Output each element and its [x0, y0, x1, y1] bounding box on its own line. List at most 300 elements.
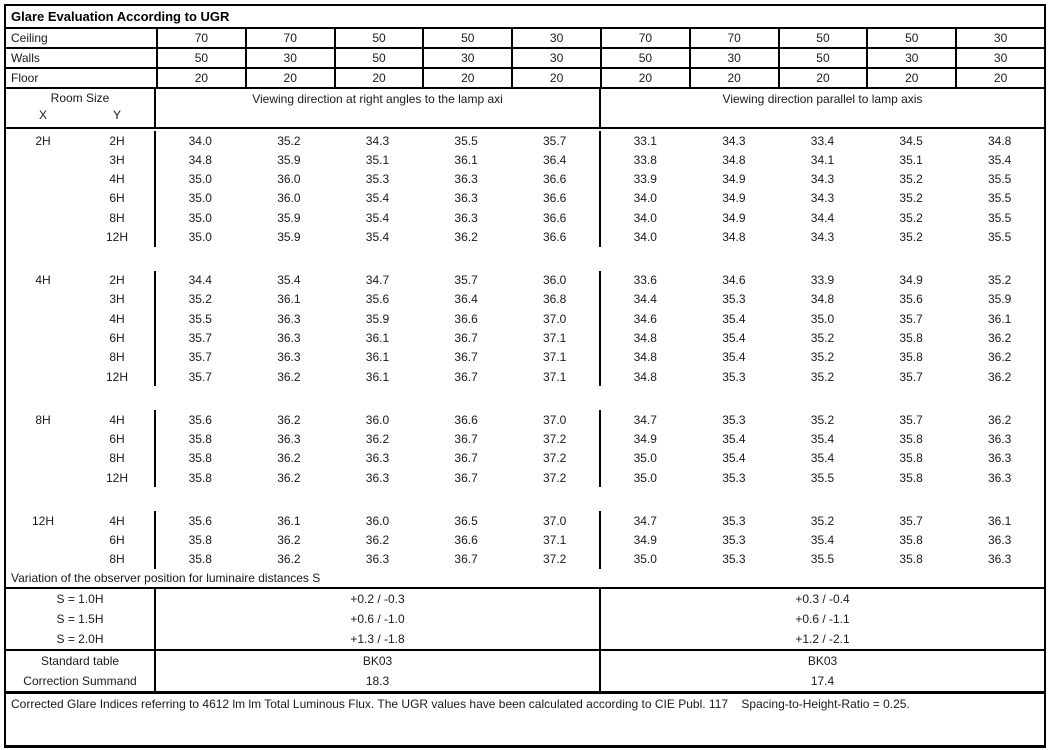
ugr-values-right	[599, 348, 1044, 367]
ugr-value: 36.1	[365, 369, 390, 384]
ugr-value: 35.7	[188, 350, 212, 365]
ugr-value: 37.0	[542, 311, 567, 326]
room-size-y: 4H	[109, 172, 125, 187]
ugr-value: 36.3	[987, 552, 1012, 567]
ugr-value: 35.7	[899, 513, 923, 528]
ugr-values-right	[599, 468, 1044, 487]
summary-right-value: 17.4	[599, 671, 1044, 691]
footer-text: Corrected Glare Indices referring to 4612 lm lm Total Luminous Flux. The UGR values have been calculated according to CIE Publ. 117 Spacing-to-Height-Ratio = 0.25.	[11, 697, 910, 711]
ugr-values-left	[156, 309, 599, 328]
ugr-value: 36.2	[277, 533, 301, 548]
ugr-value: 36.6	[542, 172, 567, 187]
ugr-values-left	[156, 290, 599, 309]
ugr-value: 34.1	[810, 152, 835, 167]
ugr-value: 36.6	[542, 191, 567, 206]
reflectance-value: 70	[600, 29, 689, 47]
ugr-value: 36.6	[454, 412, 478, 427]
ugr-value: 36.4	[454, 292, 478, 307]
ugr-value: 34.4	[810, 210, 835, 225]
summary-row	[6, 671, 1044, 691]
ugr-value: 36.7	[454, 369, 478, 384]
reflectance-value: 50	[334, 29, 423, 47]
ugr-value: 36.3	[454, 191, 478, 206]
ugr-value: 35.1	[899, 152, 923, 167]
ugr-value: 34.8	[633, 350, 657, 365]
ugr-data-row	[6, 348, 1044, 367]
ugr-value: 36.3	[277, 311, 301, 326]
variation-left-value: +1.3 / -1.8	[350, 632, 405, 646]
ugr-table	[4, 4, 1046, 693]
ugr-value: 37.1	[542, 330, 567, 345]
reflectance-value: 20	[156, 69, 245, 87]
variation-rows	[6, 589, 1044, 651]
room-size-labels	[6, 271, 156, 290]
ugr-value: 35.4	[722, 311, 746, 326]
ugr-value: 35.8	[188, 432, 212, 447]
reflectance-value: 50	[778, 49, 867, 67]
ugr-value: 35.7	[542, 133, 567, 148]
room-size-labels	[6, 227, 156, 246]
ugr-value: 35.4	[987, 152, 1012, 167]
ugr-data-row	[6, 410, 1044, 429]
room-size-y: 3H	[109, 292, 125, 307]
ugr-values-right	[599, 150, 1044, 169]
ugr-value: 36.0	[542, 273, 567, 288]
ugr-values-left	[156, 131, 599, 150]
ugr-value: 36.2	[365, 432, 390, 447]
ugr-data-row	[6, 367, 1044, 386]
ugr-values-right	[599, 550, 1044, 569]
reflectance-value: 50	[866, 29, 955, 47]
reflectance-value: 20	[334, 69, 423, 87]
ugr-value: 37.2	[542, 552, 567, 567]
ugr-data-row	[6, 271, 1044, 290]
ugr-value: 36.1	[365, 330, 390, 345]
ugr-data-row	[6, 449, 1044, 468]
ugr-value: 36.3	[987, 432, 1012, 447]
ugr-value: 36.6	[542, 229, 567, 244]
ugr-value: 34.7	[365, 273, 390, 288]
ugr-value: 35.4	[810, 533, 835, 548]
ugr-value: 34.8	[987, 133, 1012, 148]
ugr-value: 35.4	[722, 432, 746, 447]
ugr-value: 34.9	[899, 273, 923, 288]
ugr-value: 36.1	[277, 292, 301, 307]
ugr-value: 35.3	[722, 412, 746, 427]
ugr-value: 36.6	[542, 210, 567, 225]
room-size-x: 8H	[35, 412, 51, 427]
x-column-header: X	[38, 108, 47, 122]
variation-right-value: +0.6 / -1.1	[599, 609, 1044, 629]
ugr-values-left	[156, 550, 599, 569]
ugr-value: 35.4	[365, 210, 390, 225]
ugr-values-left	[156, 367, 599, 386]
ugr-value: 34.5	[899, 133, 923, 148]
ugr-value: 35.1	[365, 152, 390, 167]
xy-header-row	[6, 105, 154, 122]
reflectance-row	[6, 29, 1044, 49]
room-size-y: 6H	[109, 330, 125, 345]
ugr-data-row	[6, 131, 1044, 150]
ugr-value: 35.3	[365, 172, 390, 187]
ugr-value: 36.6	[454, 533, 478, 548]
reflectance-value: 50	[778, 29, 867, 47]
ugr-values-left	[156, 511, 599, 530]
ugr-value: 35.8	[188, 470, 212, 485]
ugr-value: 36.2	[365, 533, 390, 548]
ugr-value: 35.4	[277, 273, 301, 288]
ugr-value: 36.1	[987, 513, 1012, 528]
variation-left-value: +0.2 / -0.3	[350, 592, 405, 606]
ugr-data-row	[6, 468, 1044, 487]
variation-row-label: S = 1.5H	[6, 609, 156, 629]
ugr-values-right	[599, 429, 1044, 448]
room-size-y: 8H	[109, 350, 125, 365]
reflectance-value: 50	[600, 49, 689, 67]
ugr-value: 36.3	[987, 533, 1012, 548]
variation-right-value: +1.2 / -2.1	[599, 629, 1044, 649]
room-size-y: 12H	[105, 470, 128, 485]
ugr-value: 35.6	[188, 513, 212, 528]
ugr-data-row	[6, 290, 1044, 309]
ugr-value: 36.1	[365, 350, 390, 365]
reflectance-value: 20	[866, 69, 955, 87]
ugr-value: 36.3	[365, 470, 390, 485]
ugr-value: 35.3	[722, 470, 746, 485]
ugr-value: 36.6	[454, 311, 478, 326]
ugr-value: 34.3	[365, 133, 390, 148]
ugr-value: 35.2	[810, 412, 835, 427]
ugr-value: 35.0	[188, 172, 212, 187]
room-size-y: 6H	[109, 191, 125, 206]
ugr-value: 36.7	[454, 451, 478, 466]
ugr-value: 36.2	[277, 552, 301, 567]
ugr-value: 35.0	[188, 210, 212, 225]
ugr-value: 36.3	[277, 350, 301, 365]
room-size-labels	[6, 208, 156, 227]
variation-row-label: S = 2.0H	[6, 629, 156, 649]
block-spacer	[6, 386, 1044, 410]
ugr-values-left	[156, 208, 599, 227]
ugr-value: 35.0	[188, 229, 212, 244]
ugr-value: 33.1	[633, 133, 657, 148]
ugr-value: 37.1	[542, 350, 567, 365]
ugr-value: 35.9	[365, 311, 390, 326]
room-size-y: 4H	[109, 513, 125, 528]
ugr-values-left	[156, 328, 599, 347]
ugr-value: 36.5	[454, 513, 478, 528]
reflectance-value: 20	[245, 69, 334, 87]
ugr-value: 36.3	[277, 330, 301, 345]
ugr-value: 35.8	[899, 350, 923, 365]
room-size-labels	[6, 449, 156, 468]
ugr-values-left	[156, 410, 599, 429]
ugr-value: 35.0	[633, 470, 657, 485]
ugr-value: 35.6	[365, 292, 390, 307]
ugr-value: 35.9	[277, 152, 301, 167]
ugr-value: 37.2	[542, 470, 567, 485]
ugr-data-row	[6, 511, 1044, 530]
ugr-values-left	[156, 530, 599, 549]
ugr-value: 35.5	[987, 210, 1012, 225]
ugr-value: 35.8	[899, 552, 923, 567]
room-size-y: 4H	[109, 412, 125, 427]
ugr-value: 37.1	[542, 369, 567, 384]
ugr-value: 36.3	[987, 470, 1012, 485]
ugr-value: 35.7	[899, 311, 923, 326]
room-size-labels	[6, 131, 156, 150]
room-size-y: 12H	[105, 229, 128, 244]
ugr-values-right	[599, 410, 1044, 429]
ugr-values-right	[599, 367, 1044, 386]
reflectance-value: 20	[600, 69, 689, 87]
ugr-value: 35.4	[810, 432, 835, 447]
ugr-value: 35.8	[899, 330, 923, 345]
room-size-labels	[6, 348, 156, 367]
ugr-value: 36.3	[454, 172, 478, 187]
ugr-value: 33.6	[633, 273, 657, 288]
ugr-value: 36.0	[365, 513, 390, 528]
room-size-labels	[6, 367, 156, 386]
ugr-value: 35.2	[987, 273, 1012, 288]
room-size-y: 3H	[109, 152, 125, 167]
ugr-value: 36.1	[987, 311, 1012, 326]
ugr-value: 36.3	[454, 210, 478, 225]
ugr-value: 36.7	[454, 350, 478, 365]
room-size-x: 4H	[35, 273, 51, 288]
ugr-value: 35.3	[722, 513, 746, 528]
ugr-value: 34.8	[188, 152, 212, 167]
ugr-value: 37.0	[542, 513, 567, 528]
ugr-value: 36.3	[987, 451, 1012, 466]
ugr-value: 35.3	[722, 552, 746, 567]
ugr-value: 35.2	[810, 330, 835, 345]
ugr-data-row	[6, 530, 1044, 549]
ugr-value: 36.7	[454, 552, 478, 567]
ugr-value: 35.5	[810, 470, 835, 485]
variation-title-row	[6, 569, 1044, 589]
ugr-value: 35.5	[987, 229, 1012, 244]
ugr-value: 35.3	[722, 533, 746, 548]
room-size-y: 12H	[105, 369, 128, 384]
reflectance-value: 30	[689, 49, 778, 67]
ugr-values-left	[156, 227, 599, 246]
ugr-value: 35.8	[899, 470, 923, 485]
room-size-labels	[6, 189, 156, 208]
ugr-value: 34.9	[633, 533, 657, 548]
ugr-value: 34.8	[722, 152, 746, 167]
ugr-value: 36.8	[542, 292, 567, 307]
room-size-y: 8H	[109, 552, 125, 567]
ugr-value: 35.2	[899, 191, 923, 206]
ugr-value: 35.8	[899, 451, 923, 466]
ugr-value: 35.7	[899, 369, 923, 384]
room-size-y: 8H	[109, 451, 125, 466]
ugr-value: 37.1	[542, 533, 567, 548]
ugr-value: 34.7	[633, 513, 657, 528]
ugr-value: 35.6	[899, 292, 923, 307]
ugr-value: 35.9	[277, 210, 301, 225]
ugr-value: 36.2	[987, 369, 1012, 384]
summary-rows	[6, 651, 1044, 691]
ugr-value: 35.2	[188, 292, 212, 307]
y-column-header: Y	[112, 108, 121, 122]
ugr-values-right	[599, 227, 1044, 246]
ugr-data-row	[6, 208, 1044, 227]
room-size-labels	[6, 309, 156, 328]
variation-right-value: +0.3 / -0.4	[599, 589, 1044, 609]
ugr-values-right	[599, 511, 1044, 530]
room-size-labels	[6, 290, 156, 309]
ugr-value: 35.2	[899, 210, 923, 225]
reflectance-value: 20	[511, 69, 600, 87]
ugr-value: 35.9	[987, 292, 1012, 307]
reflectance-value: 50	[156, 49, 245, 67]
ugr-value: 34.0	[633, 191, 657, 206]
ugr-value: 34.6	[633, 311, 657, 326]
ugr-value: 36.3	[365, 451, 390, 466]
summary-left-value: BK03	[362, 654, 393, 668]
reflectance-row	[6, 69, 1044, 89]
room-size-labels	[6, 550, 156, 569]
ugr-values-right	[599, 309, 1044, 328]
table-header-row	[6, 89, 1044, 129]
block-spacer	[6, 487, 1044, 511]
variation-row-label: S = 1.0H	[6, 589, 156, 609]
ugr-values-left	[156, 429, 599, 448]
ugr-value: 35.5	[987, 172, 1012, 187]
right-section-header: Viewing direction parallel to lamp axis	[599, 89, 1044, 127]
ugr-value: 33.9	[633, 172, 657, 187]
ugr-value: 34.8	[722, 229, 746, 244]
ugr-value: 34.9	[633, 432, 657, 447]
variation-title: Variation of the observer position for luminaire distances S	[11, 571, 321, 585]
ugr-values-left	[156, 170, 599, 189]
ugr-value: 35.0	[633, 451, 657, 466]
ugr-value: 34.3	[810, 229, 835, 244]
ugr-value: 35.5	[188, 311, 212, 326]
ugr-values-right	[599, 271, 1044, 290]
ugr-value: 36.2	[454, 229, 478, 244]
room-size-labels	[6, 530, 156, 549]
ugr-value: 35.9	[277, 229, 301, 244]
ugr-values-left	[156, 468, 599, 487]
ugr-value: 35.0	[188, 191, 212, 206]
ugr-value: 35.8	[188, 451, 212, 466]
reflectance-value: 20	[422, 69, 511, 87]
ugr-data-row	[6, 150, 1044, 169]
ugr-value: 34.8	[633, 369, 657, 384]
ugr-value: 35.5	[810, 552, 835, 567]
ugr-value: 36.2	[277, 412, 301, 427]
room-size-labels	[6, 468, 156, 487]
ugr-value: 35.7	[188, 330, 212, 345]
ugr-value: 37.2	[542, 432, 567, 447]
ugr-value: 36.2	[987, 412, 1012, 427]
ugr-value: 34.0	[633, 210, 657, 225]
reflectance-value: 20	[778, 69, 867, 87]
ugr-values-right	[599, 530, 1044, 549]
ugr-data-row	[6, 328, 1044, 347]
ugr-value: 35.2	[899, 172, 923, 187]
room-size-labels	[6, 170, 156, 189]
ugr-value: 35.3	[722, 292, 746, 307]
ugr-value: 35.6	[188, 412, 212, 427]
ugr-value: 35.7	[454, 273, 478, 288]
reflectance-value: 70	[689, 29, 778, 47]
ugr-value: 34.4	[633, 292, 657, 307]
ugr-value: 34.0	[633, 229, 657, 244]
room-size-y: 2H	[109, 133, 125, 148]
ugr-value: 34.9	[722, 191, 746, 206]
reflectance-row	[6, 49, 1044, 69]
room-size-y: 6H	[109, 533, 125, 548]
ugr-values-right	[599, 170, 1044, 189]
ugr-values-left	[156, 150, 599, 169]
room-size-y: 6H	[109, 432, 125, 447]
variation-row	[6, 629, 1044, 649]
ugr-value: 34.3	[722, 133, 746, 148]
ugr-value: 34.9	[722, 210, 746, 225]
room-size-x: 2H	[35, 133, 51, 148]
ugr-value: 37.2	[542, 451, 567, 466]
ugr-value: 36.1	[277, 513, 301, 528]
ugr-values-right	[599, 290, 1044, 309]
room-size-labels	[6, 328, 156, 347]
ugr-value: 34.7	[633, 412, 657, 427]
ugr-value: 37.0	[542, 412, 567, 427]
ugr-value: 35.0	[810, 311, 835, 326]
reflectance-value: 20	[689, 69, 778, 87]
ugr-value: 35.2	[810, 513, 835, 528]
reflectance-row-label: Ceiling	[11, 31, 48, 45]
summary-row-label: Correction Summand	[6, 671, 156, 691]
summary-row-label: Standard table	[6, 651, 156, 671]
ugr-value: 35.2	[810, 369, 835, 384]
reflectance-value: 50	[422, 29, 511, 47]
summary-left-value: 18.3	[365, 674, 390, 688]
ugr-values-right	[599, 328, 1044, 347]
ugr-value: 35.0	[633, 552, 657, 567]
ugr-value: 35.2	[899, 229, 923, 244]
ugr-value: 35.4	[365, 229, 390, 244]
ugr-values-left	[156, 348, 599, 367]
ugr-value: 35.5	[987, 191, 1012, 206]
room-size-x: 12H	[31, 513, 54, 528]
block-spacer	[6, 247, 1044, 271]
footer-box	[4, 692, 1046, 748]
ugr-value: 36.2	[277, 470, 301, 485]
ugr-value: 36.7	[454, 330, 478, 345]
ugr-value: 36.3	[365, 552, 390, 567]
reflectance-value: 30	[955, 29, 1044, 47]
title-row	[6, 6, 1044, 29]
room-size-y: 8H	[109, 210, 125, 225]
ugr-value: 34.8	[810, 292, 835, 307]
ugr-value: 36.0	[277, 191, 301, 206]
reflectance-row-label: Floor	[11, 71, 39, 85]
ugr-value: 36.7	[454, 432, 478, 447]
ugr-value: 35.7	[899, 412, 923, 427]
ugr-value: 36.2	[277, 451, 301, 466]
ugr-value: 35.4	[365, 191, 390, 206]
ugr-value: 36.4	[542, 152, 567, 167]
ugr-data-row	[6, 170, 1044, 189]
ugr-value: 36.2	[277, 369, 301, 384]
ugr-value: 36.1	[454, 152, 478, 167]
room-size-labels	[6, 511, 156, 530]
ugr-data-row	[6, 189, 1044, 208]
